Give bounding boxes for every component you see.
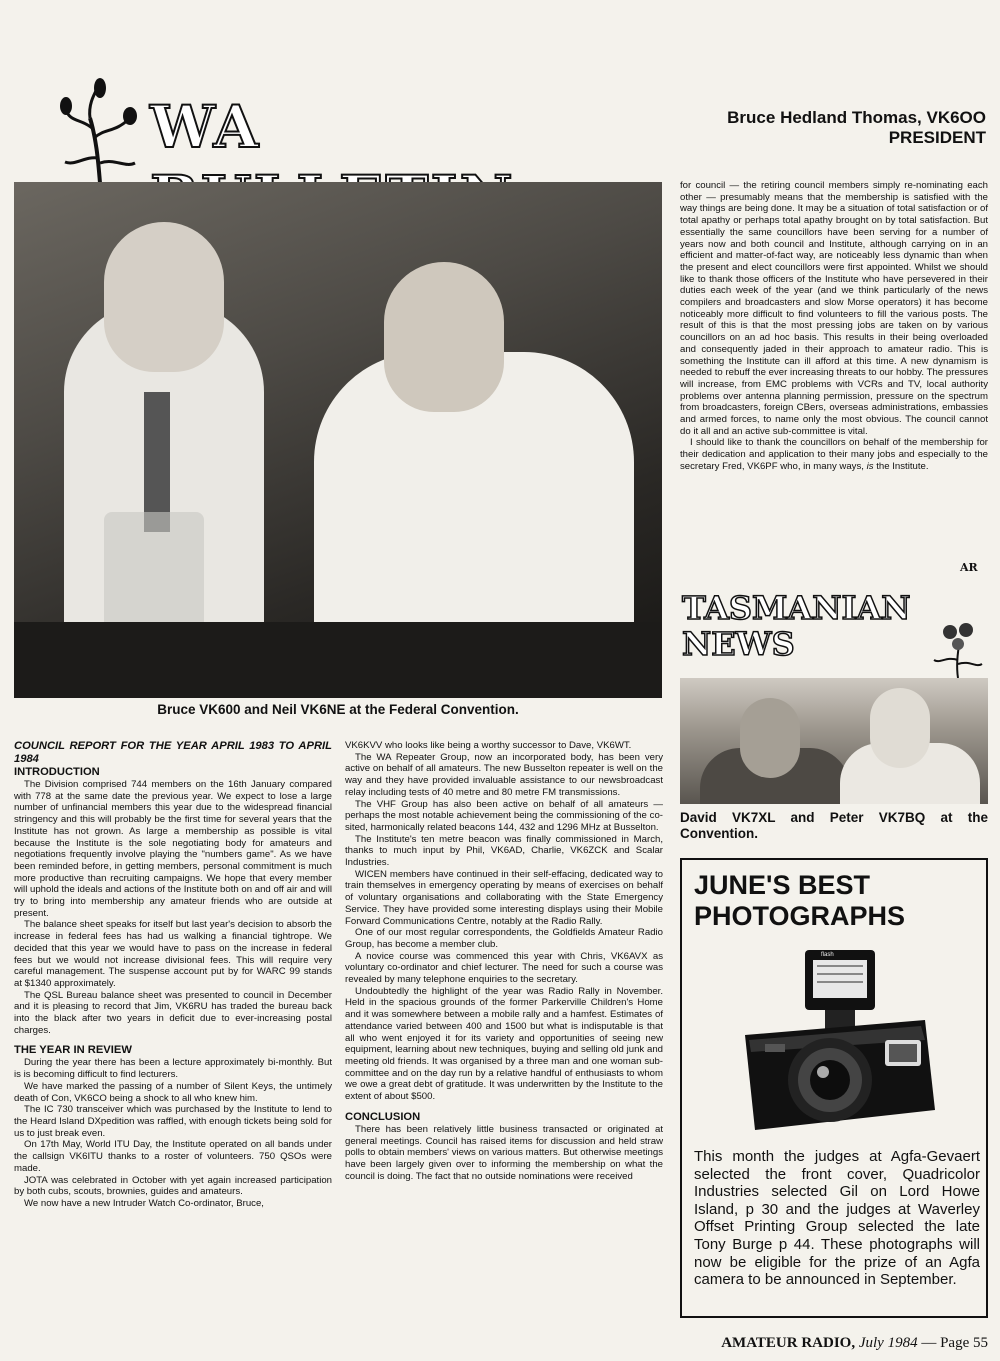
paragraph: On 17th May, World ITU Day, the Institute operated on all bands under the callsign VK6ITU thanks to a roster of volunteers. 750 QSOs were made.: [14, 1139, 332, 1174]
svg-text:flash: flash: [821, 952, 834, 958]
junes-best-title: JUNE'S BEST PHOTOGRAPHS: [694, 870, 906, 931]
section-heading-introduction: INTRODUCTION: [14, 766, 100, 778]
paragraph: The Division comprised 744 members on the 16th January compared with 778 at the same date the previous year. We expect to lose a large number of unfinancial members this year due to the widespread financial stringency and this will probably be the first time for several years that the Institute has not grown. As large a membership as possible is vital because the Institute is the sole negotiating body for amateurs and negotiations frequently involve playing the "numbers game". As we have been reminded before, in getting members, personal commitment is much more productive than recruiting campaigns. We hope that every member will uphold the ideals and actions of the Institute both on and off air and will try to bring into membership any amateur friends who are outside at present.: [14, 779, 332, 919]
photo-caption: Bruce VK600 and Neil VK6NE at the Federal Convention.: [157, 702, 519, 717]
paragraph: A novice course was commenced this year with Chris, VK6AVX as voluntary co-ordinator and chief lecturer. The need for such a course was revealed by many telephone enquiries to the secretary.: [345, 950, 663, 986]
paragraph: There has been relatively little business transacted or originated at general meetings. Council has raised items for discussion and held straw polls to obtain members' views on various matters. But otherwise meetings have been largely given over to informing the membership on what the council is doing. The fact that no outside nominations were received: [345, 1123, 663, 1182]
paragraph: The VHF Group has also been active on behalf of all amateurs — perhaps the most notable achievement being the commissioning of the co-sited, harmonically related beacons 144, 432 and 1296 MHz at Busselton.: [345, 798, 663, 833]
paragraph: The Institute's ten metre beacon was finally commissioned in March, thanks to much input by Phil, VK6AD, Charlie, VK6ZCK and Scalar Industries.: [345, 833, 663, 869]
paragraph: The IC 730 transceiver which was purchased by the Institute to lend to the Heard Island DXpedition was raffled, with enough tickets being sold for us to just break even.: [14, 1104, 332, 1139]
paragraph: WICEN members have continued in their self-effacing, dedicated way to train themselves in emergency operating by means of exercises on behalf of voluntary organisations and collaborating with the State Emergency Service. They have provided some interesting displays using their Mobile Forward Communications Centre, notably at the Radio Rally.: [345, 868, 663, 927]
tasmanian-photo-caption: David VK7XL and Peter VK7BQ at the Convention.: [680, 810, 988, 841]
page-footer: [721, 1335, 988, 1352]
paragraph: Undoubtedly the highlight of the year was Radio Rally in November. Held in the spacious grounds of the former Parkerville Children's Home and it was somewhere between a mobile rally and a hamfest. Estimates of attendance varied between 400 and 1500 but what is indisputable is that all who went enjoyed it for its variety and opportunities of seeing new equipment, learning about new techniques, buying and selling old junk and meeting old friends. It was organised by a three man and one woman sub-committee and on the day run by a relative handful of enthusiasts to whom we owe a great debt of gratitude. It was underwritten by the Institute to the extent of about $500.: [345, 985, 663, 1103]
paragraph: We now have a new Intruder Watch Co-ordinator, Bruce,: [24, 1197, 264, 1209]
kangaroo-paw-flower-icon: [60, 78, 140, 188]
camera-icon: [735, 940, 945, 1140]
article-column-right: [680, 180, 988, 473]
page-number: — Page 55: [921, 1335, 988, 1351]
section-heading-year-in-review: THE YEAR IN REVIEW: [14, 1044, 132, 1057]
paragraph: JOTA was celebrated in October with yet again increased participation by both cubs, scouts, brownies, guides and amateurs.: [14, 1174, 332, 1198]
flower-sprig-icon: [932, 620, 984, 680]
paragraph: During the year there has been a lecture approximately bi-monthly. But is is becoming difficult to find lecturers.: [14, 1057, 332, 1081]
author-name: Bruce Hedland Thomas, VK6OO: [727, 108, 986, 127]
tasmanian-convention-photo: [680, 678, 988, 804]
paragraph: One of our most regular correspondents, the Goldfields Amateur Radio Group, has become a member club.: [345, 927, 663, 950]
section-heading-conclusion: CONCLUSION: [345, 1110, 421, 1123]
paragraph: The balance sheet speaks for itself but last year's decision to absorb the increase in federal fees has had us walking a financial tightrope. We decided that this year we would have to pass on the increase in federal fees but we would not increase divisional fees. This will require very careful management. The suspense account put by for WARC 99 stands at $1340 approximately.: [14, 919, 332, 989]
end-mark: AR: [960, 561, 978, 574]
paragraph: I should like to thank the councillors on behalf of the membership for their dedication and application to their many jobs and especially to the secretary Fred, VK6PF who, in many ways, is the Institute.: [680, 437, 988, 472]
tasmanian-news-title: TASMANIAN NEWS: [682, 589, 911, 663]
author-role: PRESIDENT: [888, 128, 986, 147]
publication-name: AMATEUR RADIO,: [721, 1335, 856, 1351]
junes-best-body: This month the judges at Agfa-Gevaert selected the front cover, Quadricolor Industries selected Gil on Lord Howe Island, p 30 and the judges at Waverley Offset Printing Group selected the late Tony Burge p 44. These photographs will now be eligible for the prize of an Agfa camera to be announced in September.: [694, 1148, 980, 1289]
paragraph: for council — the retiring council members simply re-nominating each other — presumably means that the membership is satisfied with the way things are being done. It may be a situation of total satisfaction or of total apathy or perhaps total apathy brought on by total satisfaction. But essentially the same councillors have been serving for a number of years now and both council and Institute, although carrying on in an efficient and matter-of-fact way, are noticeably less dynamic than when the present and elect councillors were first appointed. Whilst we should like to thank those officers of the Institute who have persevered in their duties each week of the year (and we think particularly of the news compilers and broadcasters and slow Morse operators) it has become noticeably more difficult to find volunteers to fill the various posts. The result of this is that the most pressing jobs are taken on by various councillors on an ad hoc basis. This results in their being overloaded and consequently jaded in their approach to amateur radio. This is something the Institute can ill afford at this time. A new dynamism is needed to rebuff the ever increasing threats to our hobby. The pressures will increase, from EMC problems with VCRs and TV, local authority problems over antenna planning permission, pressure on the spectrum from broadcasters, foreign CBers, overseas administrations, embassies and armed forces, to name only the most obvious. The council cannot do it all and an active sub-committee is vital.: [680, 180, 988, 437]
convention-photo: [14, 182, 662, 698]
bulletin-title: WA: [150, 93, 261, 161]
paragraph: VK6KVV who looks like being a worthy successor to Dave, VK6WT.: [345, 740, 632, 751]
article-title: COUNCIL REPORT FOR THE YEAR APRIL 1983 TO APRIL 1984: [14, 740, 332, 765]
paragraph: We have marked the passing of a number of Silent Keys, the untimely death of Con, VK6CO being a shock to all who knew him.: [14, 1080, 332, 1104]
article-column-left: [14, 740, 332, 1210]
paragraph: The WA Repeater Group, now an incorporated body, has been very active on behalf of all amateurs. The new Busselton repeater is well on the way and they have provided invaluable assistance to our newsbroadcast relay including tests of 40 metre and 80 metre FM transmissions.: [345, 751, 663, 798]
issue-date: July 1984: [858, 1335, 918, 1351]
paragraph: The QSL Bureau balance sheet was presented to council in December and it is pleasing to record that Jim, VK6RU has traded the bureau back into the black after two years in deficit due to ever-increasing postal charges.: [14, 989, 332, 1036]
article-column-middle: [345, 740, 663, 1182]
